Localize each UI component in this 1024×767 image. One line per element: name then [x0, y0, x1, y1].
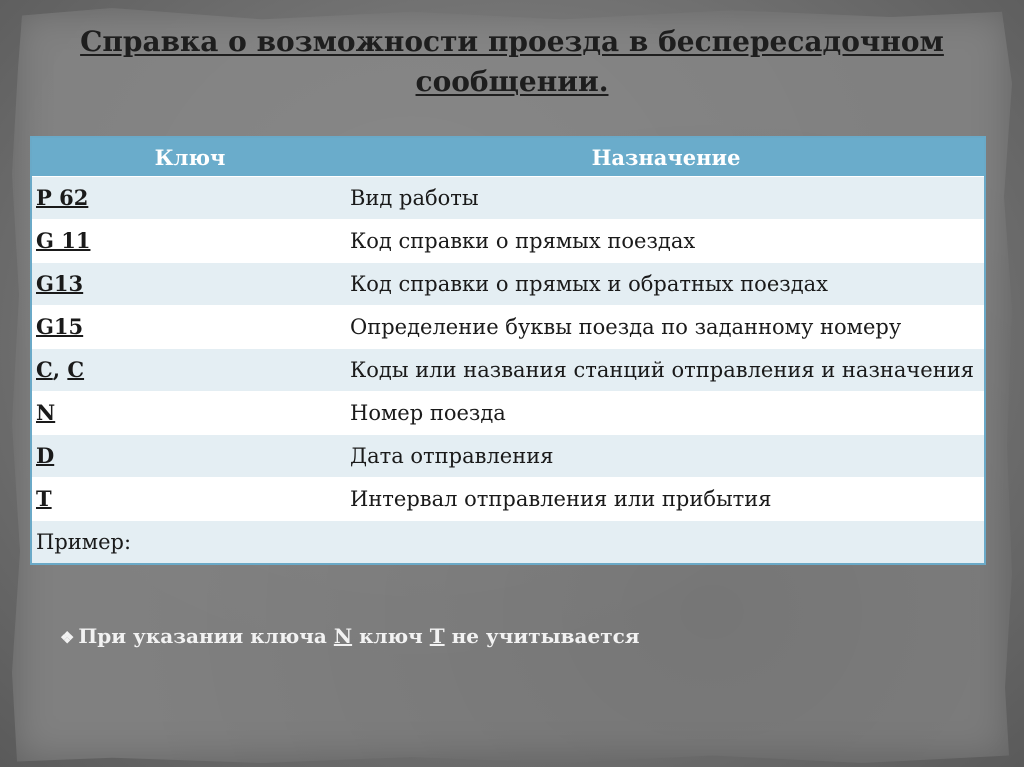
key-cell — [32, 478, 348, 521]
example-row — [32, 521, 984, 564]
table-row — [32, 220, 984, 263]
header-purpose: Назначение — [348, 138, 984, 177]
header-key: Ключ — [32, 138, 348, 177]
key-text: G15 — [36, 314, 84, 339]
key-text: D — [36, 443, 55, 468]
note-suffix: не учитывается — [444, 624, 640, 648]
purpose-cell: Код справки о прямых и обратных поездах — [348, 263, 984, 306]
key-text: Р 62 — [36, 185, 89, 210]
purpose-cell: Дата отправления — [348, 435, 984, 478]
purpose-cell: Интервал отправления или прибытия — [348, 478, 984, 521]
purpose-cell: Номер поезда — [348, 392, 984, 435]
purpose-cell: Вид работы — [348, 177, 984, 220]
key-cell — [32, 177, 348, 220]
note-prefix: При указании ключа — [78, 624, 334, 648]
diamond-bullet-icon: ❖ — [60, 628, 75, 647]
purpose-cell: Определение буквы поезда по заданному номеру — [348, 306, 984, 349]
key-text: N — [36, 400, 56, 425]
table-row — [32, 306, 984, 349]
keys-table — [32, 138, 984, 563]
key-separator: , — [52, 357, 68, 382]
purpose-cell: Коды или названия станций отправления и назначения — [348, 349, 984, 392]
key-text-destination: С — [67, 357, 85, 382]
key-text: T — [36, 486, 52, 511]
key-cell — [32, 392, 348, 435]
purpose-cell: Код справки о прямых поездах — [348, 220, 984, 263]
key-text: G13 — [36, 271, 84, 296]
key-text: G 11 — [36, 228, 91, 253]
note-key-n: N — [333, 624, 353, 648]
example-label: Пример: — [32, 521, 984, 564]
table-header-row — [32, 138, 984, 177]
table-row — [32, 478, 984, 521]
key-cell — [32, 435, 348, 478]
note-middle: ключ — [352, 624, 430, 648]
reference-table — [30, 136, 986, 565]
key-text-departure: С — [36, 357, 53, 382]
note-line — [60, 624, 640, 648]
key-cell — [32, 220, 348, 263]
key-cell — [32, 349, 348, 392]
table-row — [32, 392, 984, 435]
table-row — [32, 349, 984, 392]
slide-title: Справка о возможности проезда в беспересадочном сообщении. — [80, 25, 944, 98]
table-row — [32, 263, 984, 306]
table-row — [32, 435, 984, 478]
note-key-t: T — [429, 624, 445, 648]
key-cell — [32, 306, 348, 349]
key-cell — [32, 263, 348, 306]
table-row — [32, 177, 984, 220]
